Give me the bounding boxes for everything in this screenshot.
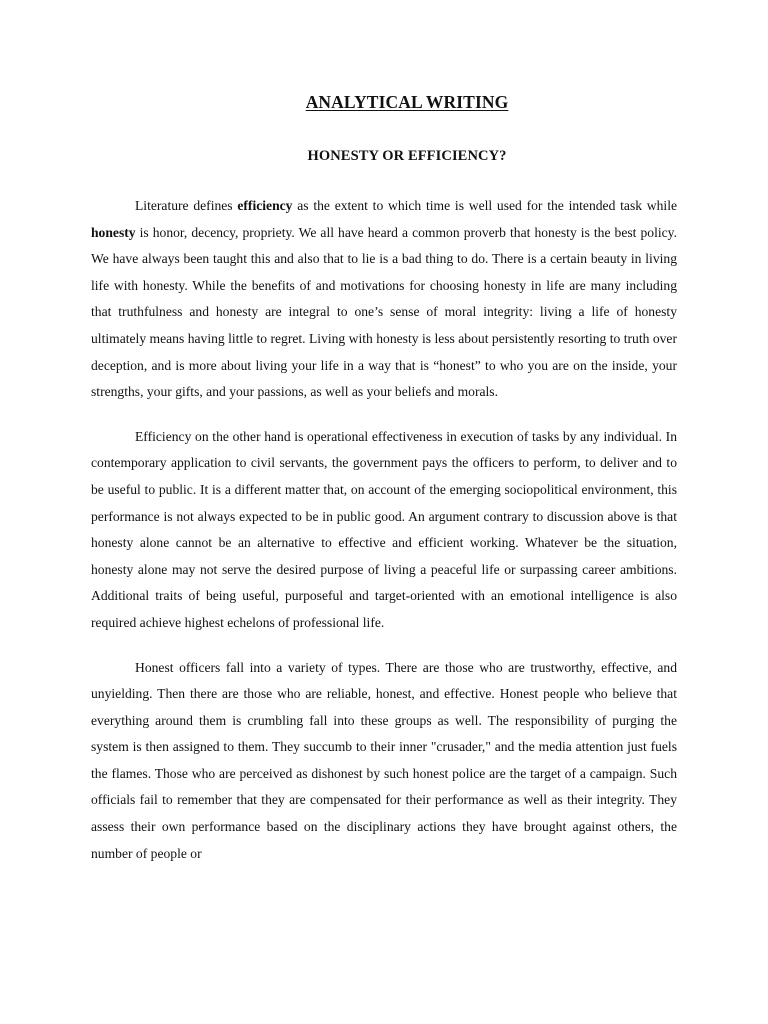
paragraph-1 (91, 193, 677, 406)
term-honesty: honesty (91, 224, 136, 240)
paragraph-1-text: as the extent to which time is well used for the intended task while (292, 198, 678, 213)
paragraph-3: Honest officers fall into a variety of types. There are those who are trustworthy, effective, and unyielding. Then there are those who are reliable, honest, and effective. Honest people who believe that everything around them is crumbling fall into these groups as well. The responsibility of purging the system is then assigned to them. They succumb to their inner "crusader," and the media attention just fuels the flames. Those who are perceived as dishonest by such honest police are the target of a campaign. Such officials fail to remember that they are compensated for their performance as well as their integrity. They assess their own performance based on the disciplinary actions they have brought against others, the number of people or (91, 659, 677, 861)
term-efficiency: efficiency (237, 198, 293, 213)
document-subtitle: HONESTY OR EFFICIENCY? (307, 148, 507, 164)
document-title: ANALYTICAL WRITING (305, 92, 509, 112)
paragraph-1-text: Literature defines (135, 198, 238, 213)
paragraph-1-text: is honor, decency, propriety. We all have heard a common proverb that honesty is the best policy. We have always been taught this and also that to lie is a bad thing to do. There is a certain beauty in living life with honesty. While the benefits of and motivations for choosing honesty in life are many including that truthfulness and honesty are integral to one’s sense of moral integrity: living a life of honesty ultimately means having little to regret. Living with honesty is less about persistently resorting to truth over deception, and is more about living your life in a way that is “honest” to who you are on the inside, your strengths, your gifts, and your passions, as well as your beliefs and morals. (91, 224, 677, 400)
document-body (91, 193, 677, 867)
paragraph-2: Efficiency on the other hand is operational effectiveness in execution of tasks by any individual. In contemporary application to civil servants, the government pays the officers to perform, to deliver and to be useful to public. It is a different matter that, on account of the emerging sociopolitical environment, this performance is not always expected to be in public good. An argument contrary to discussion above is that honesty alone cannot be an alternative to effective and efficient working. Whatever be the situation, honesty alone may not serve the desired purpose of living a peaceful life or surpassing career ambitions. Additional traits of being useful, purposeful and target-oriented with an emotional intelligence is also required achieve highest echelons of professional life. (91, 428, 677, 630)
